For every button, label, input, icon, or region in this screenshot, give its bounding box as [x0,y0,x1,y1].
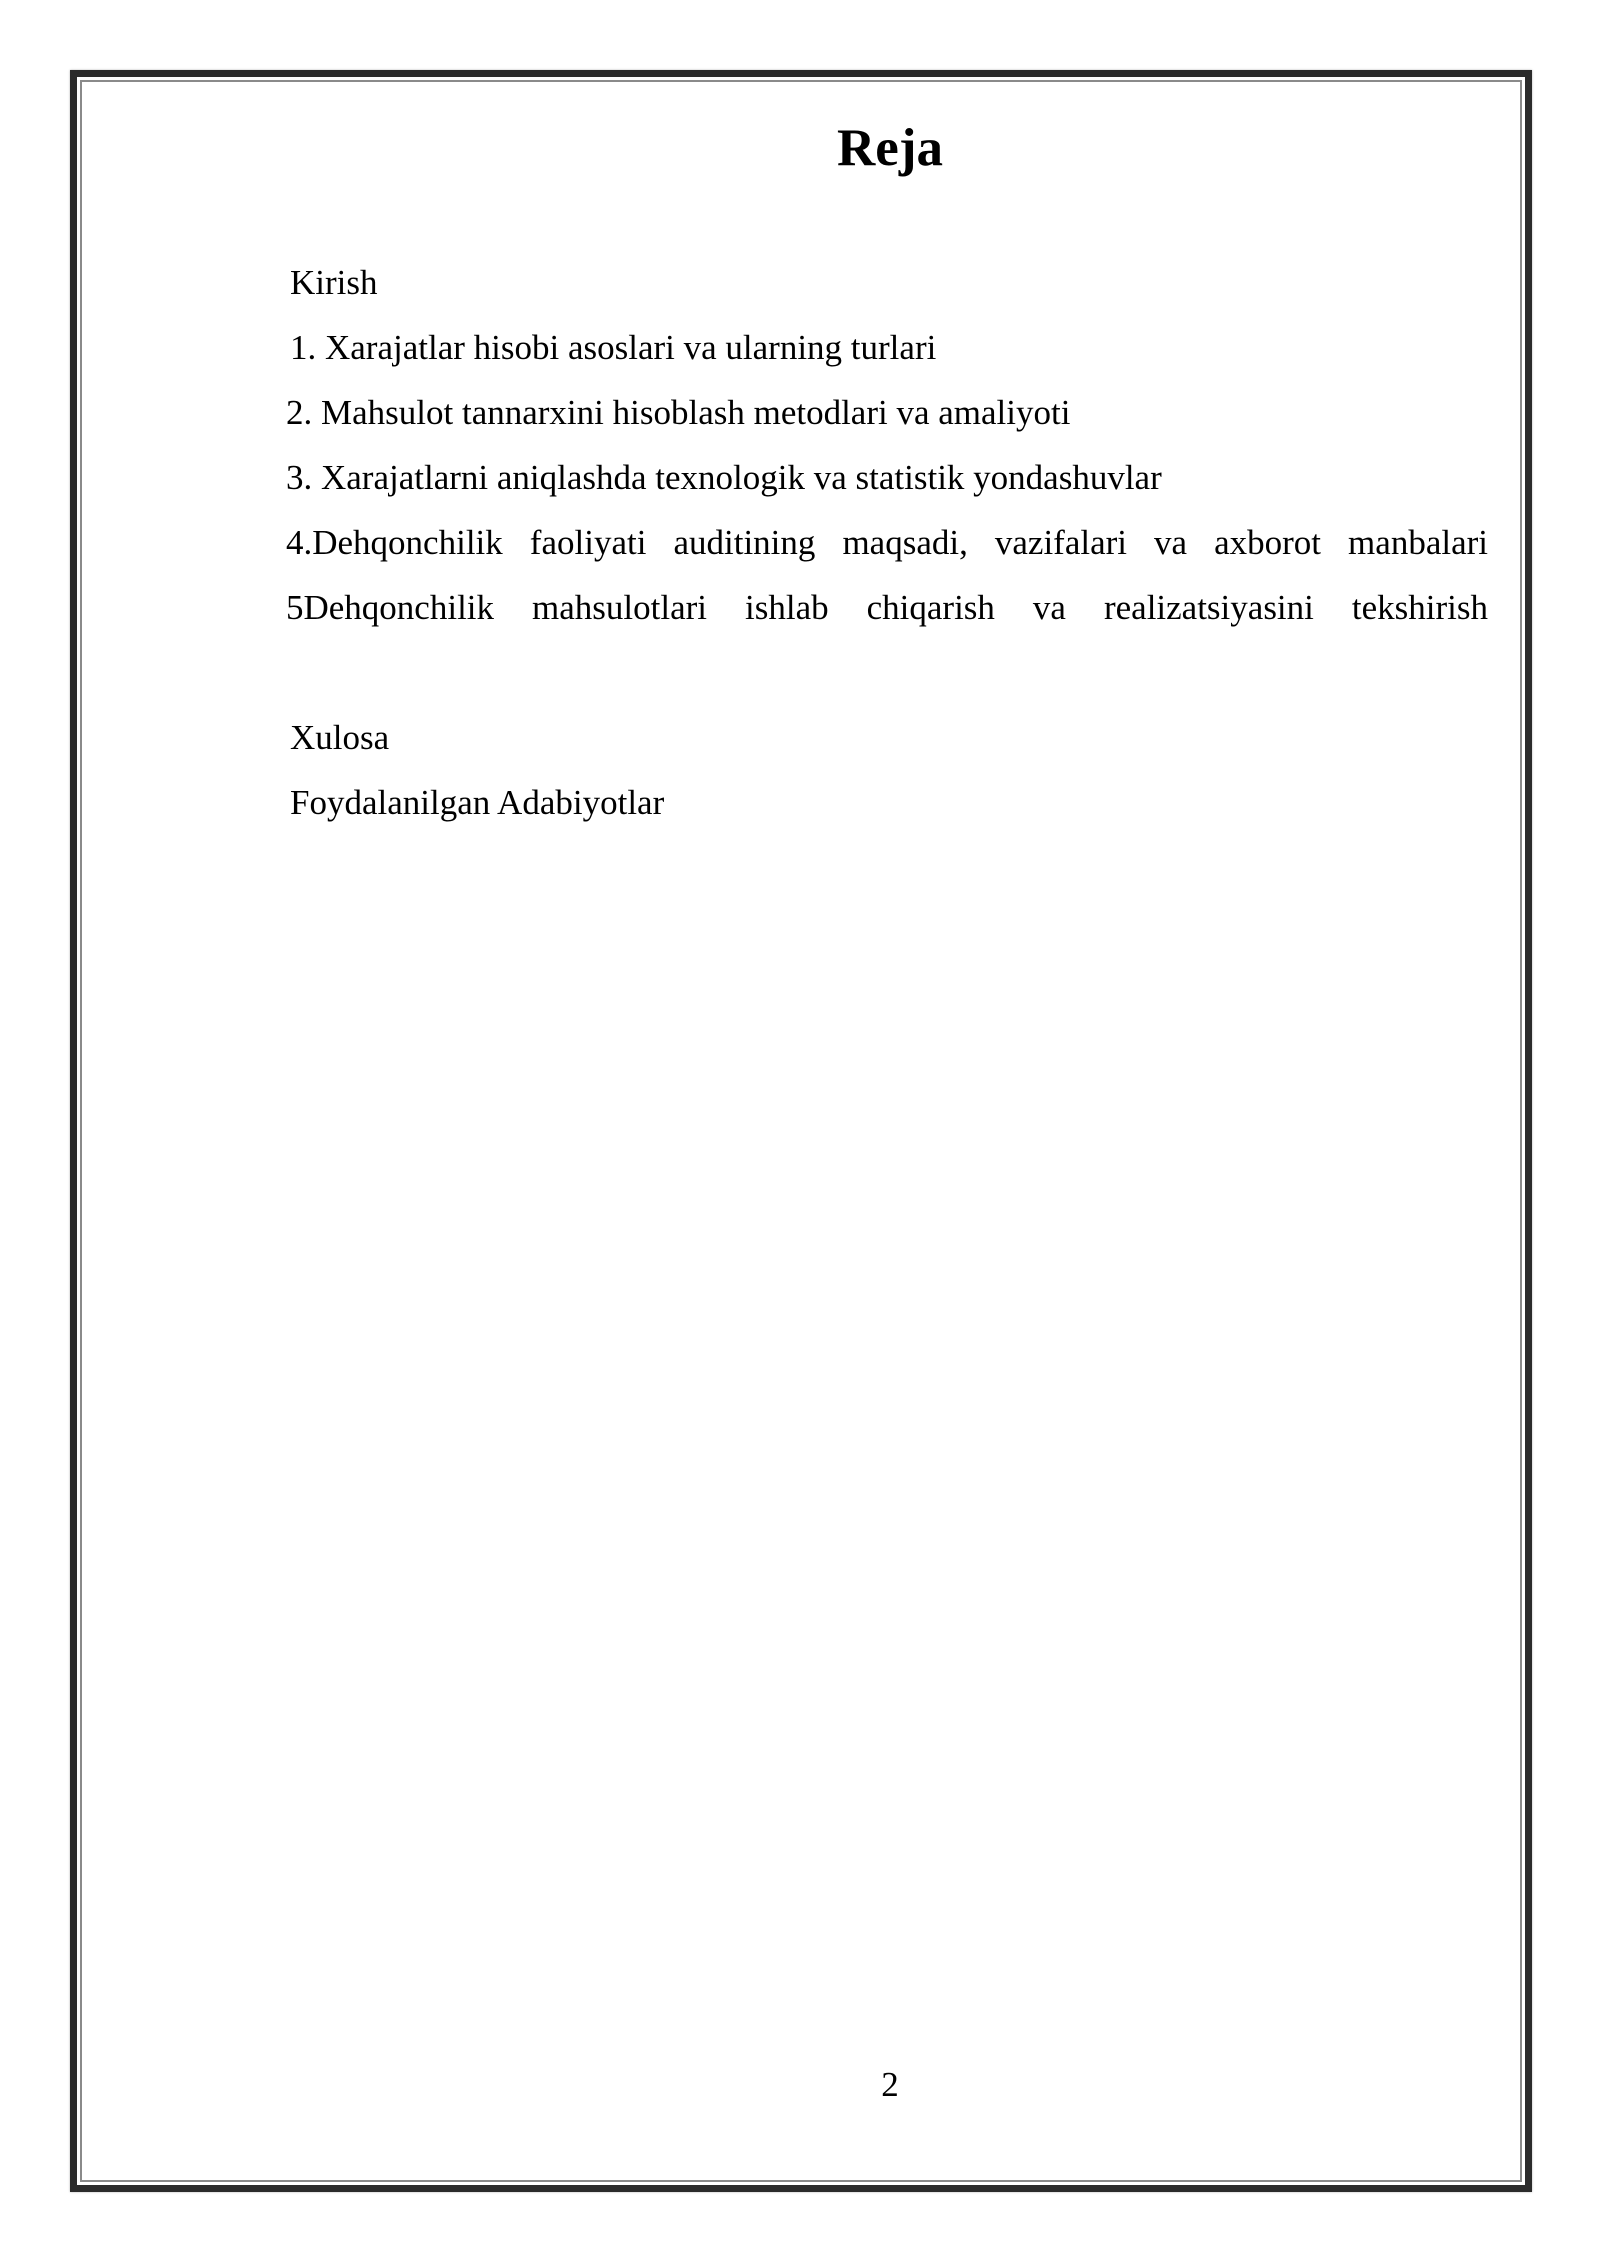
toc-item-2: 2. Mahsulot tannarxini hisoblash metodlari va amaliyoti [286,393,1071,432]
toc-item-1: 1. Xarajatlar hisobi asoslari va ularning turlari [290,328,937,367]
toc-item-5: 5Dehqonchilik mahsulotlari ishlab chiqarish va realizatsiyasini tekshirish [286,588,1488,627]
toc-item-4: 4.Dehqonchilik faoliyati auditining maqsadi, vazifalari va axborot manbalari [286,523,1488,562]
page-title: Reja [837,119,943,177]
toc-conclusion: Xulosa [290,718,390,757]
toc-spacer [286,640,1488,705]
page-number: 2 [881,2065,899,2104]
toc-intro: Kirish [290,263,378,302]
toc-item-3: 3. Xarajatlarni aniqlashda texnologik va statistik yondashuvlar [286,458,1162,497]
toc-references: Foydalanilgan Adabiyotlar [290,783,665,822]
table-of-contents [286,250,1488,835]
